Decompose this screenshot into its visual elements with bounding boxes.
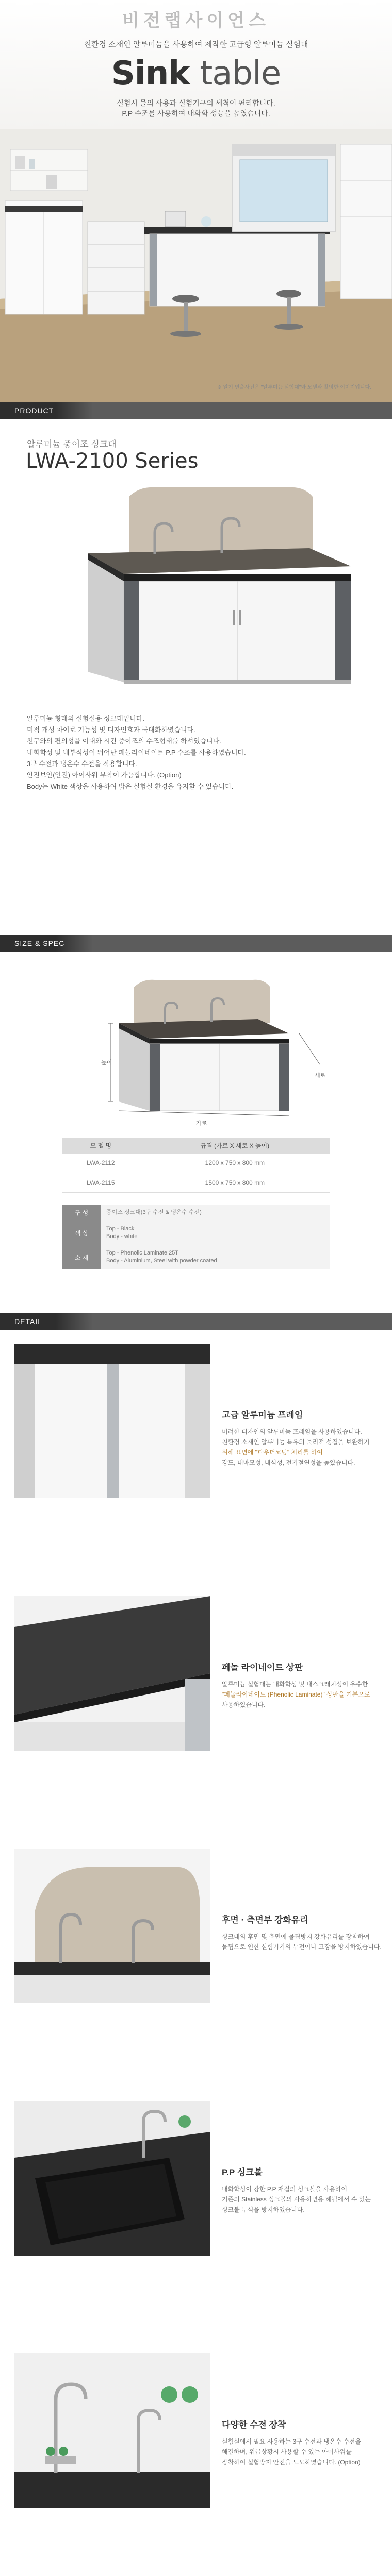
section-label-spec: SIZE & SPEC	[14, 939, 65, 947]
detail-line: 내화학성이 강한 P.P 재질의 싱크볼을 사용하여	[222, 2185, 347, 2193]
spec-cell-model: LWA-2112	[62, 1154, 140, 1173]
product-model-name: LWA-2100 Series	[26, 449, 199, 473]
faucets-photo	[14, 2353, 210, 2508]
section-label-product: PRODUCT	[14, 406, 54, 415]
feature-item: 안전보안(안전) 아이사워 부착이 가능합니다. (Option)	[27, 771, 182, 779]
info-key: 소 재	[62, 1245, 101, 1269]
hero-desc-line: P.P 수조를 사용하여 내화학 성능을 높였습니다.	[122, 109, 270, 117]
dim-height-label: 높이	[101, 1060, 112, 1066]
info-value	[101, 1221, 330, 1245]
hero-desc-line: 실험시 물의 사용과 실험기구의 세척이 편리합니다.	[117, 99, 275, 107]
info-row-material	[62, 1245, 330, 1269]
detail-item-top	[0, 1583, 392, 1835]
info-line: 중이조 싱크대(3구 수전 & 냉온수 수전)	[106, 1209, 202, 1215]
dim-depth-label: 세로	[315, 1073, 326, 1079]
detail-title: 페놀 라이네이트 상판	[222, 1663, 303, 1672]
feature-item: 미적 개성 차이로 기능성 및 디자인효과 극대화하였습니다.	[27, 726, 195, 734]
detail-item-faucets	[0, 2340, 392, 2576]
detail-title: 후면 · 측면부 강화유리	[222, 1915, 308, 1925]
detail-line: 물튐으로 인한 실험기기의 누전이나 고장을 방지하였습니다.	[222, 1943, 382, 1951]
product-feature-list	[27, 713, 246, 792]
detail-text	[222, 1660, 382, 1710]
spec-info-table	[62, 1205, 330, 1269]
section-bar-product	[0, 402, 392, 419]
spec-cell-size: 1500 x 750 x 800 mm	[140, 1173, 330, 1193]
detail-line: 친환경 소재인 알루미늄 특유의 물리적 성질을 보완하기	[222, 1438, 370, 1446]
detail-title: 고급 알루미늄 프레임	[222, 1410, 303, 1420]
info-line: Body - white	[106, 1233, 138, 1240]
table-row	[62, 1154, 330, 1173]
pp-sink-bowl-photo	[14, 2101, 210, 2256]
hero-subtitle: 친환경 소재인 알루미늄을 사용하여 제작한 고급형 알루미늄 실험대	[84, 40, 308, 49]
table-row	[62, 1173, 330, 1193]
hero-text-block	[0, 0, 392, 129]
detail-text	[222, 2165, 382, 2215]
brand-name: 비전랩사이언스	[122, 10, 270, 31]
detail-desc	[222, 2184, 382, 2215]
feature-item: 알루미늄 형태의 실험실용 싱크대입니다.	[27, 715, 144, 722]
spec-table	[62, 1138, 330, 1193]
feature-item: 내화학성 및 내부식성이 뛰어난 페놀라이네이트 P.P 수조를 사용하였습니다.	[27, 749, 246, 756]
spec-header-model: 모 델 명	[62, 1138, 140, 1154]
spec-header-size: 규격 (가로 X 세로 X 높이)	[140, 1138, 330, 1154]
info-line: Top - Phenolic Laminate 25T	[106, 1250, 179, 1256]
info-value	[101, 1205, 330, 1221]
hero-section	[0, 0, 392, 402]
section-bar-spec	[0, 935, 392, 952]
detail-item-frame	[0, 1330, 392, 1583]
detail-section	[0, 1330, 392, 2576]
info-key: 색 상	[62, 1221, 101, 1245]
spec-section	[0, 952, 392, 1313]
info-key: 구 성	[62, 1205, 101, 1221]
info-value	[101, 1245, 330, 1269]
hero-caption: ※ 알기 연출사진은 "알루미늄 실험대"와 모델과 촬영한 이미지입니다.	[217, 385, 371, 391]
tempered-glass-photo	[14, 1849, 210, 2003]
sink-table-product-image	[0, 476, 392, 692]
hero-title	[0, 55, 392, 93]
detail-line: 실험실에서 필요 사용하는 3구 수전과 냉온수 수전을	[222, 2438, 362, 2445]
section-label-detail: DETAIL	[14, 1317, 42, 1326]
detail-title: P.P 싱크볼	[222, 2167, 263, 2177]
detail-text	[222, 1408, 382, 1468]
detail-line: 기존의 Stainless 싱크볼의 사용하면용 해될에서 수 있는	[222, 2196, 371, 2203]
spec-cell-model: LWA-2115	[62, 1173, 140, 1193]
detail-line: 미려한 디자인의 알루미늄 프레임을 사용하였습니다.	[222, 1428, 362, 1435]
detail-line: 알루미늄 실험대는 내화학성 및 내스크래치성이 우수한	[222, 1681, 368, 1688]
product-korean-name: 알루미늄 중이조 싱크대	[27, 439, 117, 449]
laboratory-photo	[0, 129, 392, 402]
detail-title: 다양한 수전 장착	[222, 2420, 286, 2430]
dim-width-label: 가로	[196, 1121, 207, 1126]
detail-item-glass	[0, 1835, 392, 2088]
detail-line: 강도, 내마모성, 내식성, 전기절연성을 높였습니다.	[222, 1459, 355, 1466]
detail-item-sinkbowl	[0, 2088, 392, 2340]
feature-item: 3구 수전과 냉온수 수전을 적용합니다.	[27, 760, 137, 768]
spec-table-header	[62, 1138, 330, 1154]
feature-item: 친구와의 편의성을 이대와 시킨 중이조의 수조형태를 하셔였습니다.	[27, 737, 221, 745]
detail-desc	[222, 2436, 382, 2467]
feature-item: Body는 White 색상을 사용하여 밝은 실험실 환경을 유지할 수 있습니다.	[27, 783, 234, 790]
detail-line: 싱크대의 후면 및 측면에 물튐방지 강화유리를 장착하여	[222, 1933, 370, 1940]
aluminum-frame-photo	[14, 1344, 210, 1498]
product-section	[0, 419, 392, 935]
hero-title-sink: Sink	[111, 55, 190, 93]
info-row-color	[62, 1221, 330, 1245]
detail-desc	[222, 1679, 382, 1710]
detail-desc	[222, 1931, 382, 1952]
info-line: Top - Black	[106, 1226, 135, 1232]
detail-desc	[222, 1427, 382, 1468]
detail-line: 위해 표면에 "파우더코팅" 처리를 하여	[222, 1449, 323, 1456]
info-row-composition	[62, 1205, 330, 1221]
dimension-diagram	[0, 961, 392, 1126]
phenolic-top-photo	[14, 1596, 210, 1751]
spec-cell-size: 1200 x 750 x 800 mm	[140, 1154, 330, 1173]
hero-description	[0, 98, 392, 118]
detail-text	[222, 2417, 382, 2467]
detail-line: 사용하였습니다.	[222, 1701, 266, 1708]
section-bar-detail	[0, 1313, 392, 1330]
info-line: Body - Aluminium, Steel with powder coated	[106, 1258, 217, 1264]
detail-text	[222, 1912, 382, 1952]
detail-line: 장착하여 실험방지 안전을 도모하였습니다. (Option)	[222, 2459, 361, 2466]
hero-title-table: table	[189, 55, 281, 93]
detail-line: 싱크볼 부식을 방지하였습니다.	[222, 2206, 305, 2213]
detail-line: 해결하며, 위급상황시 사용할 수 있는 아이사워를	[222, 2448, 352, 2455]
detail-line: "페놀라이네이트 (Phenolic Laminate)" 상판을 기본으로	[222, 1691, 370, 1698]
